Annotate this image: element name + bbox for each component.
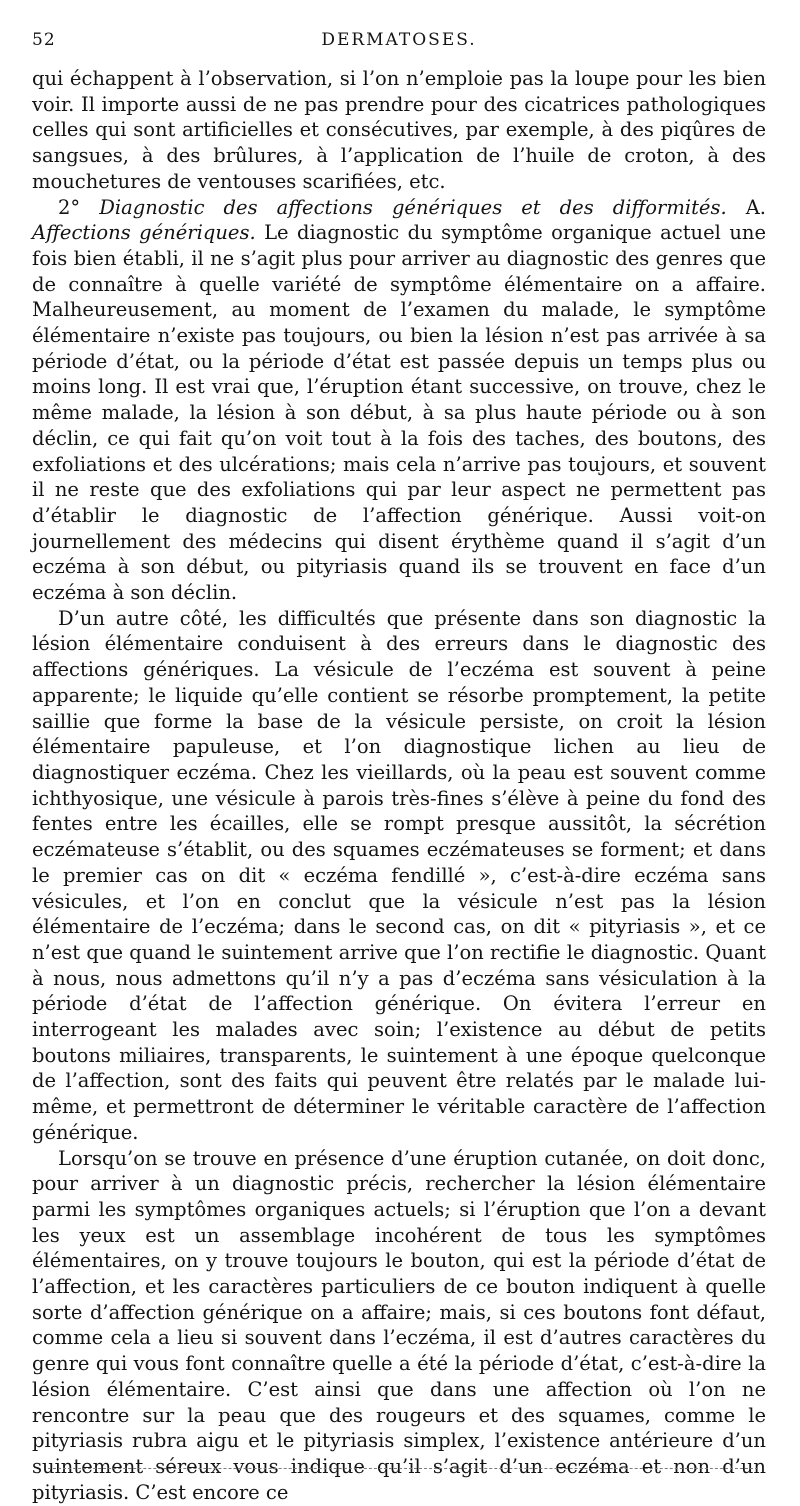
paragraph-3: D’un autre côté, les difficultés que présente dans son diagnostic la lésion élémentaire conduisent à des erreurs dans le diagnostic des affections génériques. La vésicule de l’eczéma est souvent à peine apparente; le liquide qu’elle contient se résorbe promptement, la petite saillie que forme la base de la vésicule persiste, on croit la lésion élémentaire papuleuse, et l’on diagnostique lichen au lieu de diagnostiquer eczéma. Chez les vieillards, où la peau est souvent comme ichthyosique, une vésicule à parois très-fines s’élève à peine du fond des fentes entre les écailles, elle se rompt presque aussitôt, la sécrétion eczémateuse s’établit, ou des squames eczémateuses se forment; et dans le premier cas on dit « eczéma fendillé », c’est-à-dire eczéma sans vésicules, et l’on en conclut que la vésicule n’est pas la lésion élémentaire de l’eczéma; dans le second cas, on dit « pityriasis », et ce n’est que quand le suintement arrive que l’on rectifie le diagnostic. Quant à nous, nous admettons qu’il n’y a pas d’eczéma sans vésiculation à la période d’état de l’affection générique. On évitera l’erreur en interrogeant les malades avec soin; l’existence au début de petits boutons miliaires, transparents, le suintement à une époque quelconque de l’affection, sont des faits qui peuvent être relatés par le malade lui-même, et permettront de déterminer le véritable caractère de l’affection générique. <box>32 606 766 1144</box>
footer-dashed-rule <box>48 1468 758 1469</box>
page-number: 52 <box>32 30 56 50</box>
paragraph-1: qui échappent à l’observation, si l’on n’emploie pas la loupe pour les bien voir. Il importe aussi de ne pas prendre pour des cicatrices pathologiques celles qui sont artificielles et consécutives, par exemple, à des piqûres de sangsues, à des brûlures, à l’application de l’huile de croton, à des mouchetures de ventouses scarifiées, etc. <box>32 67 766 193</box>
body-text <box>32 66 766 1505</box>
running-title: DERMATOSES. <box>321 30 477 50</box>
paragraph-2-text: Le diagnostic du symptôme organique actuel une fois bien établi, il ne s’agit plus pour arriver au diagnostic des genres que de connaître à quelle variété de symptôme élémentaire on a affaire. Malheureusement, au moment de l’examen du malade, le symptôme élémentaire n’existe pas toujours, ou bien la lésion n’est pas arrivée à sa période d’état, ou la période d’état est passée depuis un temps plus ou moins long. Il est vrai que, l’éruption étant successive, on trouve, chez le même malade, la lésion à son début, à sa plus haute période ou à son déclin, ce qui fait qu’on voit tout à la fois des taches, des boutons, des exfoliations et des ulcérations; mais cela n’arrive pas toujours, et souvent il ne reste que des exfoliations qui par leur aspect ne permettent pas d’établir le diagnostic de l’affection générique. Aussi voit-on journellement des médecins qui disent érythème quand il s’agit d’un eczéma à son début, ou pityriasis quand ils se trouvent en face d’un eczéma à son déclin. <box>32 221 766 605</box>
paragraph-4: Lorsqu’on se trouve en présence d’une éruption cutanée, on doit donc, pour arriver à un diagnostic précis, rechercher la lésion élémentaire parmi les symptômes organiques actuels; si l’éruption que l’on a devant les yeux est un assemblage incohérent de tous les symptômes élémentaires, on y trouve toujours le bouton, qui est la période d’état de l’affection, et les caractères particuliers de ce bouton indiquent à quelle sorte d’affection générique on a affaire; mais, si ces boutons font défaut, comme cela a lieu si souvent dans l’eczéma, il est d’autres caractères du genre qui vous font connaître quelle a été la période d’état, c’est-à-dire la lésion élémentaire. C’est ainsi que dans une affection où l’on ne rencontre sur la peau que des rougeurs et des squames, comme le pityriasis rubra aigu et le pityriasis simplex, l’existence antérieure d’un suintement séreux vous indique qu’il s’agit d’un eczéma et non d’un pityriasis. C’est encore ce <box>32 1146 766 1504</box>
section-heading: Diagnostic des affections génériques et des difformités. <box>99 195 727 219</box>
subsection-heading: Affections génériques. <box>32 221 256 245</box>
page-header <box>32 30 766 54</box>
subsection-letter: A. <box>745 195 766 219</box>
section-number: 2° <box>58 195 81 219</box>
paragraph-2 <box>32 195 766 606</box>
